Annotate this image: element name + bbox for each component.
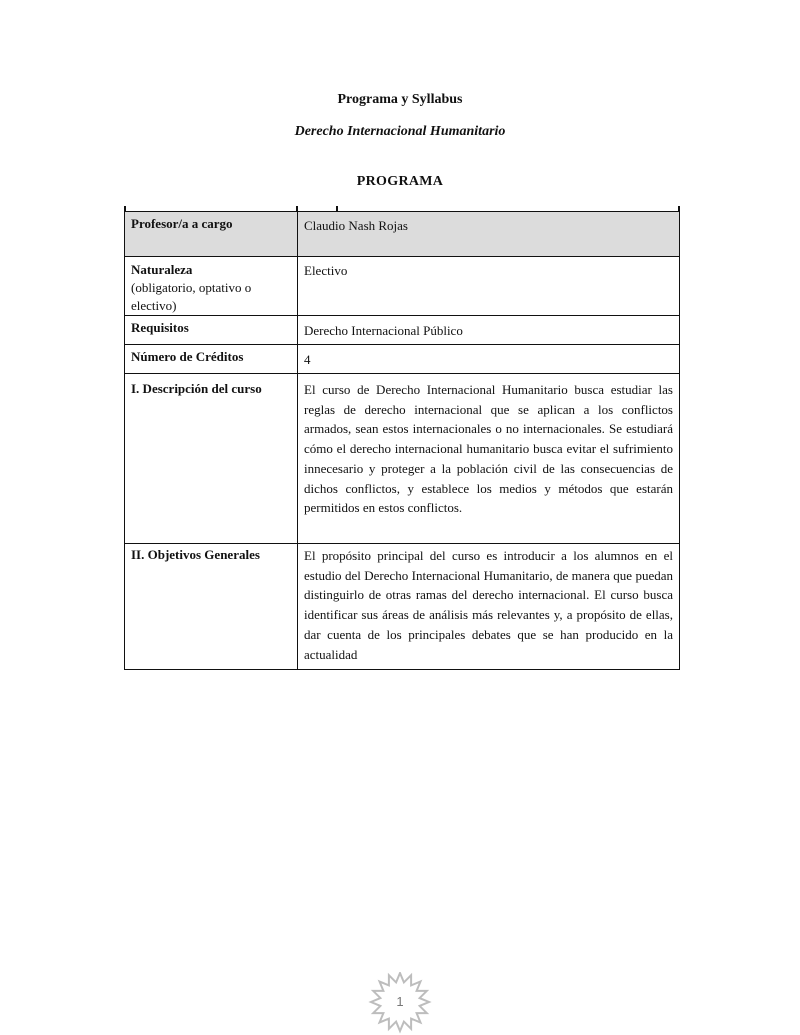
page-number-badge — [368, 972, 432, 1034]
table-row-naturaleza — [125, 256, 679, 315]
row-label-note: (obligatorio, optativo o electivo) — [131, 280, 252, 313]
row-label-cell — [125, 374, 298, 543]
row-value-cell — [298, 374, 679, 543]
row-label: Profesor/a a cargo — [131, 216, 233, 231]
row-label: Naturaleza — [131, 262, 193, 277]
row-value-cell — [298, 212, 679, 256]
row-label-cell — [125, 212, 298, 256]
creditos-value: 4 — [304, 352, 311, 367]
program-table — [124, 211, 680, 670]
row-label: II. Objetivos Generales — [131, 547, 260, 562]
descripcion-value: El curso de Derecho Internacional Humanitario busca estudiar las reglas de derecho internacional que se aplican a los conflictos armados, sean estos internacionales o no internacionales. Se estudiará cómo el derecho internacional humanitario busca evitar el sufrimiento innecesario y proteger a la población civil de las consecuencias de dichos conflictos, y establece los medios y métodos que estarán permitidos en estos conflictos. — [304, 382, 673, 516]
naturaleza-value: Electivo — [304, 263, 348, 278]
row-label-cell — [125, 544, 298, 669]
table-row-objetivos — [125, 543, 679, 669]
row-value-cell — [298, 345, 679, 373]
row-label: Número de Créditos — [131, 349, 244, 364]
table-row-professor — [125, 212, 679, 256]
row-label-cell — [125, 316, 298, 344]
professor-value: Claudio Nash Rojas — [304, 218, 408, 233]
row-value-cell — [298, 544, 679, 669]
document-title: Programa y Syllabus — [337, 92, 463, 107]
table-row-requisitos — [125, 315, 679, 344]
row-label: I. Descripción del curso — [131, 381, 262, 396]
row-value-cell — [298, 257, 679, 315]
requisitos-value: Derecho Internacional Público — [304, 323, 463, 338]
row-label-cell — [125, 345, 298, 373]
table-row-creditos — [125, 344, 679, 373]
document-subtitle: Derecho Internacional Humanitario — [294, 124, 506, 139]
row-value-cell — [298, 316, 679, 344]
row-label-cell — [125, 257, 298, 315]
section-heading: PROGRAMA — [356, 174, 444, 189]
page-number: 1 — [396, 994, 404, 1009]
table-row-descripcion — [125, 373, 679, 543]
objetivos-value: El propósito principal del curso es introducir a los alumnos en el estudio del Derecho Internacional Humanitario, de manera que puedan distinguirlo de otras ramas del derecho internacional. El curso busca identificar sus áreas de análisis más relevantes y, a propósito de ellas, dar cuenta de los principales debates que se han producido en la actualidad — [304, 548, 673, 662]
row-label: Requisitos — [131, 320, 189, 335]
